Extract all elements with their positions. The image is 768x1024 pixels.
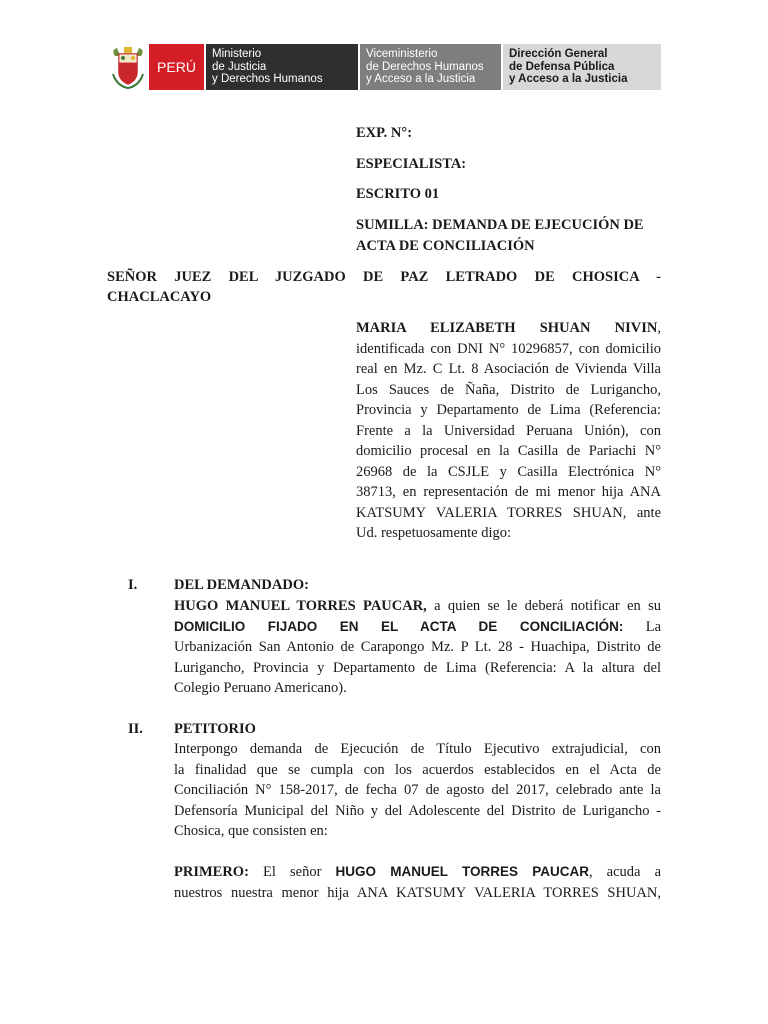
intro-line: real en Mz. C Lt. 8 Asociación de Vivienda Villa	[356, 361, 661, 377]
section-1-title: DEL DEMANDADO:	[174, 577, 309, 593]
intro-first-line	[356, 318, 661, 339]
sumilla-line-1: SUMILLA: DEMANDA DE EJECUCIÓN DE	[356, 217, 644, 233]
directorate-line-2: de Defensa Pública	[509, 60, 615, 73]
intro-line: Los Sauces de Ñaña, Distrito de Lurigancho,	[356, 381, 661, 398]
intro-line: 26968 de la CSJLE y Casilla Electrónica N°	[356, 463, 661, 480]
primero-name: HUGO MANUEL TORRES PAUCAR	[335, 864, 589, 879]
intro-line: identificada con DNI N° 10296857, con domicilio	[356, 340, 661, 357]
ministry-line-2: de Justicia	[212, 60, 267, 73]
domicile-rest: La	[623, 618, 662, 635]
intro-comma: ,	[657, 320, 661, 336]
primero-paragraph	[174, 862, 661, 903]
sumilla-line-2: ACTA DE CONCILIACIÓN	[356, 238, 535, 254]
section-1-numeral: I.	[128, 577, 138, 593]
primero-label: PRIMERO:	[174, 864, 249, 880]
notify-text: a quien se le deberá notificar en su	[426, 598, 661, 614]
ministry-line-3: y Derechos Humanos	[212, 73, 323, 85]
section-1-line	[174, 596, 661, 617]
intro-paragraph	[356, 318, 661, 544]
primero-mid: El señor	[248, 864, 336, 880]
section-1-body	[174, 596, 661, 699]
ministry-line-1: Ministerio	[212, 48, 262, 60]
primero-end: , acuda a	[588, 864, 662, 880]
section-2-line: Defensoría Municipal del Niño y del Adolescente del Distrito de Lurigancho -	[174, 802, 661, 819]
petitioner-name: MARIA ELIZABETH SHUAN NIVIN	[356, 320, 658, 336]
especialista: ESPECIALISTA:	[356, 156, 467, 172]
viceministry-line-3: y Acceso a la Justicia	[366, 73, 476, 85]
intro-line: Ud. respetuosamente digo:	[356, 525, 512, 541]
intro-line: domicilio procesal en la Casilla de Pariachi N°	[356, 443, 661, 459]
section-2-line: Conciliación N° 158-2017, de fecha 07 de agosto del 2017, celebrado ante la	[174, 782, 661, 798]
viceministry-block	[360, 44, 501, 90]
section-1-line	[174, 617, 661, 638]
section-1-line: Colegio Peruano Americano).	[174, 680, 347, 696]
section-2-body	[174, 739, 661, 842]
institutional-header	[107, 44, 661, 90]
section-2-line: Interpongo demanda de Ejecución de Título Ejecutivo extrajudicial, con	[174, 741, 661, 757]
peru-brand	[149, 44, 204, 90]
directorate-block	[503, 44, 661, 90]
coat-of-arms-icon	[107, 44, 149, 90]
viceministry-line-1: Viceministerio	[366, 48, 438, 60]
addressee-line-2: CHACLACAYO	[107, 289, 212, 305]
section-2-line: la finalidad que se cumpla con los acuerdos establecidos en el Acta de	[174, 761, 661, 778]
directorate-line-1: Dirección General	[509, 48, 608, 60]
intro-line: 38713, en representación de mi menor hija ANA	[356, 484, 661, 500]
addressee-line-1: SEÑOR JUEZ DEL JUZGADO DE PAZ LETRADO DE CHOSICA -	[107, 269, 661, 285]
exp-number: EXP. N°:	[356, 125, 413, 141]
defendant-name: HUGO MANUEL TORRES PAUCAR,	[174, 598, 427, 614]
intro-line: Provincia y Departamento de Lima (Referencia:	[356, 402, 661, 418]
primero-line: nuestros nuestra menor hija ANA KATSUMY VALERIA TORRES SHUAN,	[174, 884, 661, 901]
domicile-label: DOMICILIO FIJADO EN EL ACTA DE CONCILIACIÓN:	[174, 618, 624, 634]
directorate-line-3: y Acceso a la Justicia	[509, 73, 628, 85]
peru-label: PERÚ	[157, 59, 196, 75]
section-2-numeral: II.	[128, 721, 143, 737]
section-2-line: Chosica, que consisten en:	[174, 823, 328, 839]
intro-line: Frente a la Universidad Peruana Unión), con	[356, 422, 661, 439]
intro-line: KATSUMY VALERIA TORRES SHUAN, ante	[356, 504, 661, 521]
section-2-title: PETITORIO	[174, 721, 256, 737]
ministry-block	[206, 44, 358, 90]
section-1-line: Lurigancho, Provincia y Departamento de Lima (Referencia: A la altura del	[174, 659, 661, 676]
escrito: ESCRITO 01	[356, 186, 440, 202]
viceministry-line-2: de Derechos Humanos	[366, 60, 484, 73]
section-1-line: Urbanización San Antonio de Carapongo Mz. P Lt. 28 - Huachipa, Distrito de	[174, 639, 661, 655]
primero-line	[174, 862, 661, 883]
